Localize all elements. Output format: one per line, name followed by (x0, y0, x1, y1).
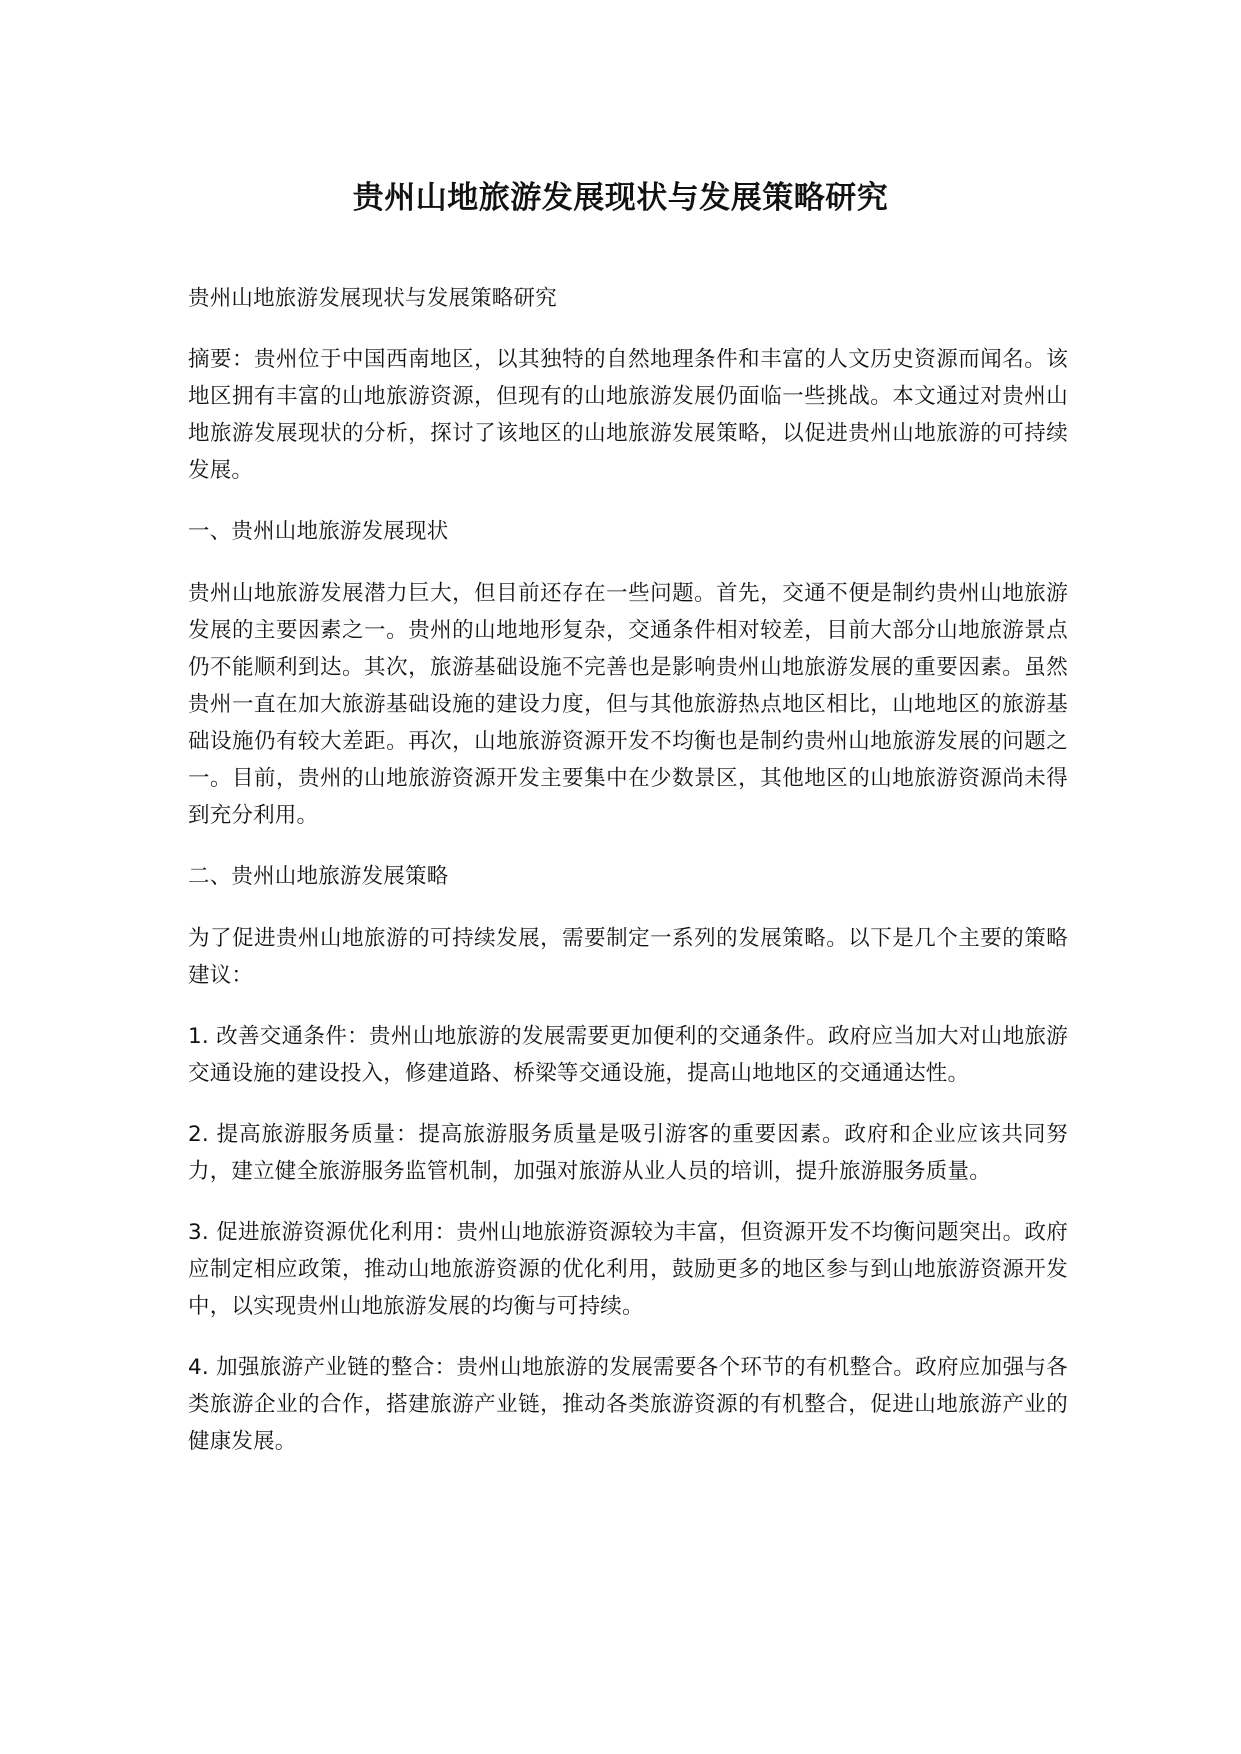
subtitle-paragraph: 贵州山地旅游发展现状与发展策略研究 (188, 286, 557, 311)
body-paragraph: 贵州山地旅游发展潜力巨大，但目前还存在一些问题。首先，交通不便是制约贵州山地旅游发展的主要因素之一。贵州的山地地形复杂，交通条件相对较差，目前大部分山地旅游景点仍不能顺利到达。其次，旅游基础设施不完善也是影响贵州山地旅游发展的重要因素。虽然贵州一直在加大旅游基础设施的建设力度，但与其他旅游热点地区相比，山地地区的旅游基础设施仍有较大差距。再次，山地旅游资源开发不均衡也是制约贵州山地旅游发展的问题之一。目前，贵州的山地旅游资源开发主要集中在少数景区，其他地区的山地旅游资源尚未得到充分利用。 (188, 581, 1068, 828)
section-heading-2: 二、贵州山地旅游发展策略 (188, 864, 449, 889)
list-item-2: 2. 提高旅游服务质量：提高旅游服务质量是吸引游客的重要因素。政府和企业应该共同努力，建立健全旅游服务监管机制，加强对旅游从业人员的培训，提升旅游服务质量。 (188, 1122, 1068, 1184)
section-heading-1: 一、贵州山地旅游发展现状 (188, 519, 449, 544)
document-body (188, 280, 1068, 1484)
document-title: 贵州山地旅游发展现状与发展策略研究 (352, 180, 889, 216)
list-item-3: 3. 促进旅游资源优化利用：贵州山地旅游资源较为丰富，但资源开发不均衡问题突出。政府应制定相应政策，推动山地旅游资源的优化利用，鼓励更多的地区参与到山地旅游资源开发中，以实现贵州山地旅游发展的均衡与可持续。 (188, 1220, 1068, 1319)
abstract-paragraph: 摘要：贵州位于中国西南地区，以其独特的自然地理条件和丰富的人文历史资源而闻名。该地区拥有丰富的山地旅游资源，但现有的山地旅游发展仍面临一些挑战。本文通过对贵州山地旅游发展现状的分析，探讨了该地区的山地旅游发展策略，以促进贵州山地旅游的可持续发展。 (188, 347, 1068, 483)
list-item-4: 4. 加强旅游产业链的整合：贵州山地旅游的发展需要各个环节的有机整合。政府应加强与各类旅游企业的合作，搭建旅游产业链，推动各类旅游资源的有机整合，促进山地旅游产业的健康发展。 (188, 1355, 1068, 1454)
list-item-1: 1. 改善交通条件：贵州山地旅游的发展需要更加便利的交通条件。政府应当加大对山地旅游交通设施的建设投入，修建道路、桥梁等交通设施，提高山地地区的交通通达性。 (188, 1024, 1068, 1086)
body-paragraph: 为了促进贵州山地旅游的可持续发展，需要制定一系列的发展策略。以下是几个主要的策略建议： (188, 926, 1068, 988)
